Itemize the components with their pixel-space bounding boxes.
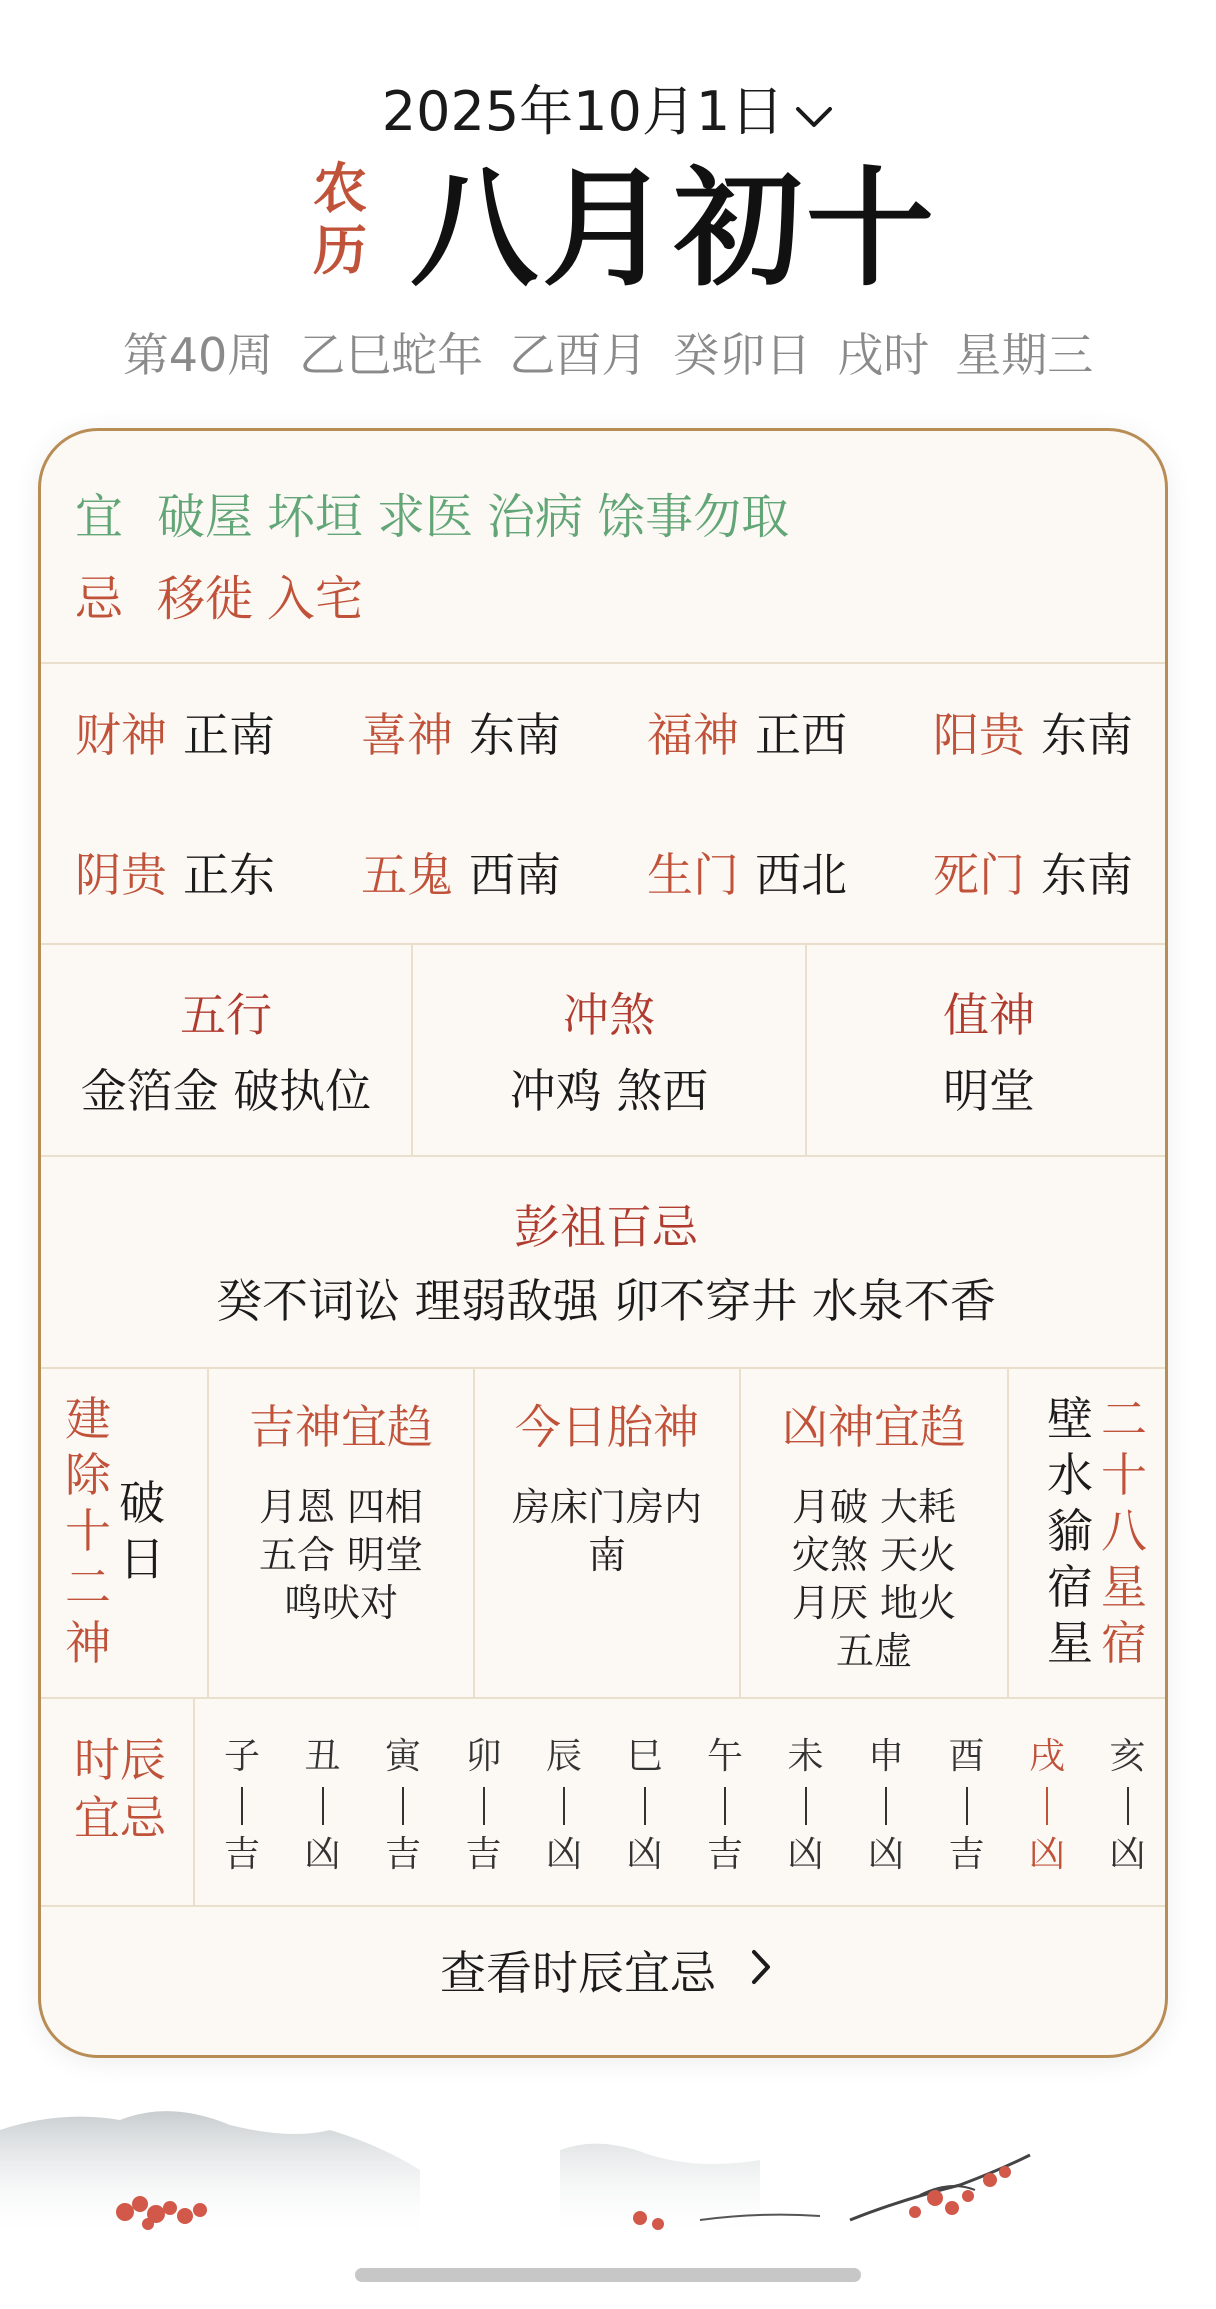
hour-divider xyxy=(805,1787,807,1825)
hour-divider xyxy=(885,1787,887,1825)
hour-luck: 凶 xyxy=(1028,1834,1065,1875)
hour-divider xyxy=(322,1787,324,1825)
hour-item xyxy=(620,1733,670,1879)
date-text: 2025年10月1日 xyxy=(381,80,785,143)
hour-luck: 吉 xyxy=(384,1834,421,1875)
date-selector[interactable] xyxy=(0,78,1216,146)
hour-luck: 吉 xyxy=(465,1834,502,1875)
hour-branch: 酉 xyxy=(948,1736,985,1777)
hour-item xyxy=(861,1733,911,1879)
hour-branch: 丑 xyxy=(304,1736,341,1777)
hour-luck: 凶 xyxy=(867,1834,904,1875)
hour-divider xyxy=(966,1787,968,1825)
chevron-right-icon xyxy=(750,1943,772,1997)
hour-item xyxy=(378,1733,428,1879)
pengzu-value: 癸不词讼 理弱敌强 卯不穿井 水泉不香 xyxy=(216,1274,996,1328)
god-caishen: 财神 正南 xyxy=(75,708,275,762)
hour-item xyxy=(942,1733,992,1879)
lunar-label: 农 历 xyxy=(313,157,367,282)
hour-luck: 吉 xyxy=(948,1834,985,1875)
god-simen: 死门 东南 xyxy=(933,848,1133,902)
pengzu-title: 彭祖百忌 xyxy=(514,1200,698,1254)
hour-divider xyxy=(1046,1787,1048,1825)
hours-label: 时辰 宜忌 xyxy=(74,1733,166,1845)
hour-branch: 寅 xyxy=(384,1736,421,1777)
jishen-list: 月恩 四相 五合 明堂 鸣吠对 xyxy=(258,1485,424,1625)
wuxing-title: 五行 xyxy=(180,988,272,1042)
date-info: 第40周 乙巳蛇年 乙酉月 癸卯日 戌时 星期三 xyxy=(122,328,1094,382)
god-xishen: 喜神 东南 xyxy=(361,708,561,762)
yi-row: 宜 破屋 坏垣 求医 治病 馀事勿取 xyxy=(75,489,790,545)
hour-divider xyxy=(724,1787,726,1825)
god-fushen: 福神 正西 xyxy=(647,708,847,762)
hour-item xyxy=(1103,1733,1153,1879)
jishen-title: 吉神宜趋 xyxy=(249,1400,433,1454)
god-yingui: 阴贵 正东 xyxy=(75,848,275,902)
lunar-date: 八月初十 xyxy=(410,155,939,304)
hour-divider xyxy=(563,1787,565,1825)
zhishen-title: 值神 xyxy=(943,988,1035,1042)
xiu-value: 壁 水 貐 宿 星 xyxy=(1047,1392,1093,1670)
almanac-card xyxy=(38,428,1168,2058)
hour-branch: 午 xyxy=(706,1736,743,1777)
hour-item xyxy=(459,1733,509,1879)
hour-item xyxy=(1022,1733,1072,1879)
hour-divider xyxy=(1127,1787,1129,1825)
hour-branch: 戌 xyxy=(1028,1736,1065,1777)
hour-luck: 凶 xyxy=(304,1834,341,1875)
hour-branch: 卯 xyxy=(465,1736,502,1777)
hour-luck: 吉 xyxy=(706,1834,743,1875)
xiongshen-title: 凶神宜趋 xyxy=(782,1400,966,1454)
hour-branch: 亥 xyxy=(1109,1736,1146,1777)
wuxing-value: 金箔金 破执位 xyxy=(80,1064,372,1118)
hour-divider xyxy=(402,1787,404,1825)
hour-item xyxy=(539,1733,589,1879)
hour-luck: 凶 xyxy=(787,1834,824,1875)
hour-item xyxy=(298,1733,348,1879)
god-wugui: 五鬼 西南 xyxy=(361,848,561,902)
hour-divider xyxy=(483,1787,485,1825)
home-indicator[interactable] xyxy=(355,2268,861,2282)
chongsha-title: 冲煞 xyxy=(563,988,655,1042)
hour-luck: 吉 xyxy=(223,1834,260,1875)
hour-item xyxy=(217,1733,267,1879)
hour-branch: 子 xyxy=(223,1736,260,1777)
hour-branch: 巳 xyxy=(626,1736,663,1777)
taishen-value: 房床门房内 南 xyxy=(511,1485,702,1577)
hour-item xyxy=(700,1733,750,1879)
hour-branch: 未 xyxy=(787,1736,824,1777)
zhishen-value: 明堂 xyxy=(943,1064,1035,1118)
hour-item xyxy=(781,1733,831,1879)
hour-divider xyxy=(241,1787,243,1825)
jianchu-value: 破 日 xyxy=(119,1476,165,1586)
god-yanggui: 阳贵 东南 xyxy=(933,708,1133,762)
hour-branch: 申 xyxy=(867,1736,904,1777)
hour-luck: 凶 xyxy=(626,1834,663,1875)
chongsha-value: 冲鸡 煞西 xyxy=(509,1064,709,1118)
hour-branch: 辰 xyxy=(545,1736,582,1777)
jianchu-label: 建 除 十 二 神 xyxy=(65,1392,111,1670)
hour-divider xyxy=(644,1787,646,1825)
hour-luck: 凶 xyxy=(1109,1834,1146,1875)
view-hours-button[interactable] xyxy=(41,1905,1168,2035)
hour-luck: 凶 xyxy=(545,1834,582,1875)
ji-row: 忌 移徙 入宅 xyxy=(75,571,364,627)
view-hours-label: 查看时辰宜忌 xyxy=(440,1946,716,2000)
god-shengmen: 生门 西北 xyxy=(647,848,847,902)
xiongshen-list: 月破 大耗 灾煞 天火 月厌 地火 五虚 xyxy=(791,1485,957,1673)
xiu-label: 二 十 八 星 宿 xyxy=(1101,1392,1147,1670)
taishen-title: 今日胎神 xyxy=(515,1400,699,1454)
chevron-down-icon xyxy=(794,78,834,146)
